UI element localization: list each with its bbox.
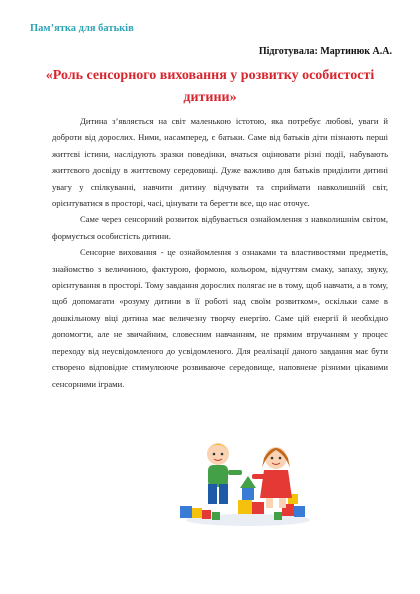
paragraph-3: Сенсорне виховання - це ознайомлення з ознаками та властивостями предметів, знайомство з величиною, фактурою, формою, кольором, відчуттям смаку, запаху, звуку, орієнтування в просторі. Тому завдання дорослих полягає не в тому, щоб навчати, а в тому, щоб допомагати «розуму дитини в її роботі над своїм розвитком», оскільки саме в дошкільному віці дитина має величезну творчу енергію. Саме цій енергії й необхідно допомогти, але не звичайним, словесним навчанням, не прямим втручанням у процес переходу від неусвідомленого до усвідомленого. Для реалізації даного завдання має бути створено відповідне стимулююче розвиваюче середовище, наповнене різними цікавими сенсорними іграми. [52, 247, 388, 389]
page-title: «Роль сенсорного виховання у розвитку особистості дитини» [45, 68, 375, 105]
children-playing-blocks-icon [178, 428, 318, 528]
header-label: Пам’ятка для батьків [30, 23, 134, 34]
paragraph-1: Дитина з’являється на світ маленькою істотою, яка потребує любові, уваги й доброти від дорослих. Ними, насамперед, є батьки. Саме від батьків діти пізнають перші життєві істини, наслідують зразки поведінки, вчаться оцінювати різні події, набувають життєвого досвіду в життєвому середовищі. Дуже важливо для батьків приділити дитині увагу у спілкуванні, навчити дитину відчувати та сприймати навколишній світ, орієнтуватися в просторі, часі, цінувати та берегти все, що нас оточує. [52, 116, 388, 209]
author-line: Підготувала: Мартинюк А.А. [258, 46, 392, 57]
body-text [52, 113, 388, 392]
paragraph-2: Саме через сенсорний розвиток відбувається ознайомлення з навколишнім світом, формується особистість дитини. [52, 214, 388, 241]
